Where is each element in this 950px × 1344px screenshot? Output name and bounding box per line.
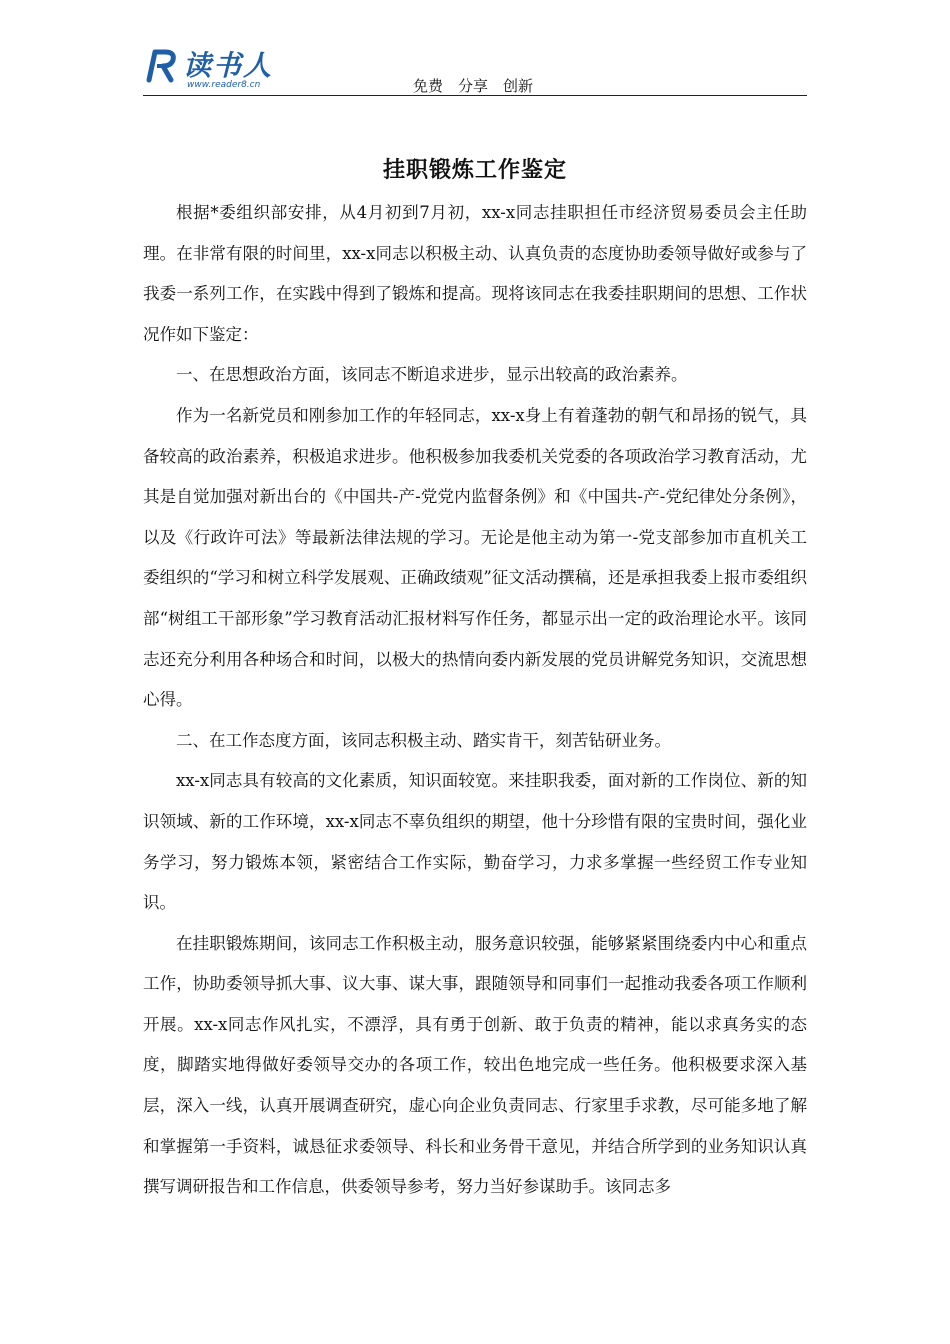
logo-r-icon	[143, 46, 183, 86]
paragraph: 作为一名新党员和刚参加工作的年轻同志，xx-x身上有着蓬勃的朝气和昂扬的锐气，具备较高的政治素养，积极追求进步。他积极参加我委机关党委的各项政治学习教育活动，尤其是自觉加强对新出台的《中国共-产-党党内监督条例》和《中国共-产-党纪律处分条例》，以及《行政许可法》等最新法律法规的学习。无论是他主动为第一-党支部参加市直机关工委组织的“学习和树立科学发展观、正确政绩观”征文活动撰稿，还是承担我委上报市委组织部“树组工干部形象”学习教育活动汇报材料写作任务，都显示出一定的政治理论水平。该同志还充分利用各种场合和时间，以极大的热情向委内新发展的党员讲解党务知识，交流思想心得。	[143, 405, 807, 710]
header-slogan: 免费 分享 创新	[413, 77, 534, 95]
paragraph: 在挂职锻炼期间，该同志工作积极主动，服务意识较强，能够紧紧围绕委内中心和重点工作，协助委领导抓大事、议大事、谋大事，跟随领导和同事们一起推动我委各项工作顺利开展。xx-x同志作风扎实，不漂浮，具有勇于创新、敢于负责的精神，能以求真务实的态度，脚踏实地得做好委领导交办的各项工作，较出色地完成一些任务。他积极要求深入基层，深入一线，认真开展调查研究，虚心向企业负责同志、行家里手求教，尽可能多地了解和掌握第一手资料，诚恳征求委领导、科长和业务骨干意见，并结合所学到的业务知识认真撰写调研报告和工作信息，供委领导参考，努力当好参谋助手。该同志多	[143, 933, 807, 1197]
header-divider	[143, 95, 807, 96]
document-body	[143, 193, 807, 1208]
logo-url: www.reader8.cn	[187, 80, 261, 90]
section-heading: 二、在工作态度方面，该同志积极主动、踏实肯干，刻苦钻研业务。	[176, 730, 671, 750]
paragraph: xx-x同志具有较高的文化素质，知识面较宽。来挂职我委，面对新的工作岗位、新的知识领域、新的工作环境，xx-x同志不辜负组织的期望，他十分珍惜有限的宝贵时间，强化业务学习，努力锻炼本领，紧密结合工作实际，勤奋学习，力求多掌握一些经贸工作专业知识。	[143, 771, 807, 913]
section-heading: 一、在思想政治方面，该同志不断追求进步，显示出较高的政治素养。	[176, 365, 688, 385]
logo-text: 读书人	[183, 49, 274, 82]
page-header	[143, 40, 807, 96]
document-title: 挂职锻炼工作鉴定	[382, 158, 567, 183]
paragraph: 根据*委组织部安排，从4月初到7月初，xx-x同志挂职担任市经济贸易委员会主任助理。在非常有限的时间里，xx-x同志以积极主动、认真负责的态度协助委领导做好或参与了我委一系列工作，在实践中得到了锻炼和提高。现将该同志在我委挂职期间的思想、工作状况作如下鉴定：	[143, 203, 807, 344]
reader8-logo[interactable]	[143, 46, 293, 94]
